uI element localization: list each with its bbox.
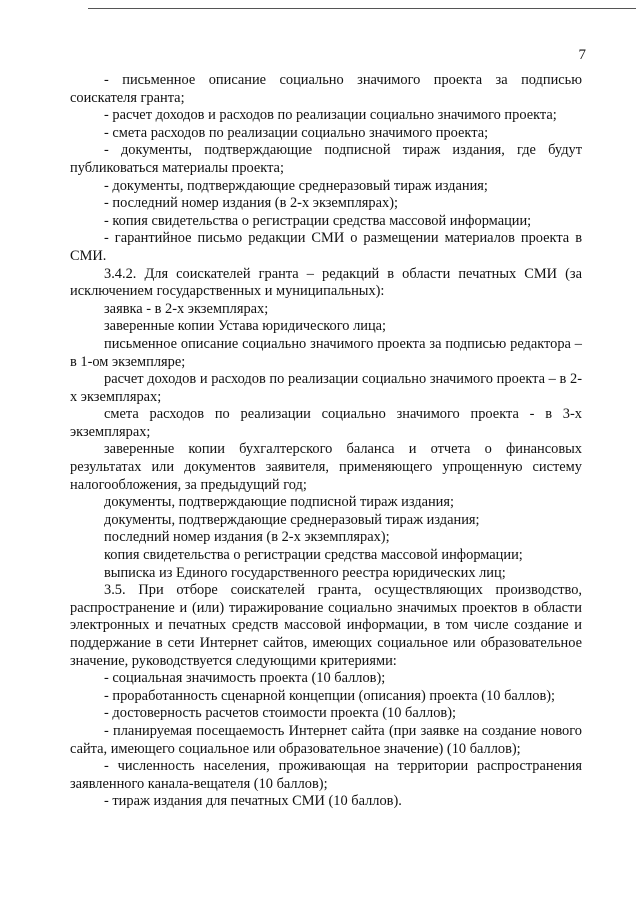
list-item: - последний номер издания (в 2-х экземплярах); bbox=[104, 195, 398, 212]
list-item: расчет доходов и расходов по реализации социально значимого проекта – в 2-х экземплярах; bbox=[70, 371, 582, 405]
page-number: 7 bbox=[578, 47, 586, 63]
criteria-item: - планируемая посещаемость Интернет сайта (при заявке на создание нового сайта, имеющего социальное или образовательное значение) (10 баллов); bbox=[70, 722, 582, 757]
criteria-item: - проработанность сценарной концепции (описания) проекта (10 баллов); bbox=[104, 687, 556, 704]
list-item: - документы, подтверждающие среднеразовый тираж издания; bbox=[104, 177, 488, 194]
list-item: копия свидетельства о регистрации средства массовой информации; bbox=[104, 547, 523, 564]
list-item: выписка из Единого государственного реестра юридических лиц; bbox=[104, 564, 506, 581]
criteria-item: - тираж издания для печатных СМИ (10 баллов). bbox=[104, 793, 402, 810]
list-item: документы, подтверждающие подписной тираж издания; bbox=[104, 494, 454, 511]
list-item: заверенные копии Устава юридического лица; bbox=[104, 318, 387, 335]
list-item: письменное описание социально значимого проекта за подписью редактора – в 1-ом экземпляре; bbox=[70, 335, 582, 370]
criteria-item: - численность населения, проживающая на территории распространения заявленного канала-вещателя (10 баллов); bbox=[70, 758, 582, 792]
document-body bbox=[70, 72, 582, 811]
list-item: документы, подтверждающие среднеразовый тираж издания; bbox=[104, 511, 480, 528]
list-item: - копия свидетельства о регистрации средства массовой информации; bbox=[104, 212, 532, 229]
list-item: - письменное описание социально значимого проекта за подписью соискателя гранта; bbox=[70, 72, 582, 106]
list-item: - гарантийное письмо редакции СМИ о размещении материалов проекта в СМИ. bbox=[70, 230, 582, 264]
top-rule bbox=[88, 8, 636, 9]
list-item: последний номер издания (в 2-х экземплярах); bbox=[104, 529, 390, 546]
criteria-item: - достоверность расчетов стоимости проекта (10 баллов); bbox=[104, 705, 457, 722]
list-item: - документы, подтверждающие подписной тираж издания, где будут публиковаться материалы проекта; bbox=[70, 142, 582, 176]
list-item: - расчет доходов и расходов по реализации социально значимого проекта; bbox=[104, 107, 557, 124]
section-paragraph: 3.4.2. Для соискателей гранта – редакций в области печатных СМИ (за исключением государственных и муниципальных): bbox=[70, 265, 582, 300]
criteria-item: - социальная значимость проекта (10 баллов); bbox=[104, 670, 386, 687]
section-paragraph: 3.5. При отборе соискателей гранта, осуществляющих производство, распространение и (или) тиражирование социально значимых проектов в области электронных и печатных средств массовой информации, в том числе создание и поддержание в сети Интернет сайтов, имеющих социальное или образовательное значение, руководствуется следующими критериями: bbox=[70, 582, 582, 669]
list-item: - смета расходов по реализации социально значимого проекта; bbox=[104, 124, 489, 141]
list-item: заявка - в 2-х экземплярах; bbox=[104, 300, 269, 317]
list-item: смета расходов по реализации социально значимого проекта - в 3-х экземплярах; bbox=[70, 406, 582, 440]
list-item: заверенные копии бухгалтерского баланса и отчета о финансовых результатах или документов заявителя, применяющего упрощенную систему налогообложения, за предыдущий год; bbox=[70, 441, 582, 493]
